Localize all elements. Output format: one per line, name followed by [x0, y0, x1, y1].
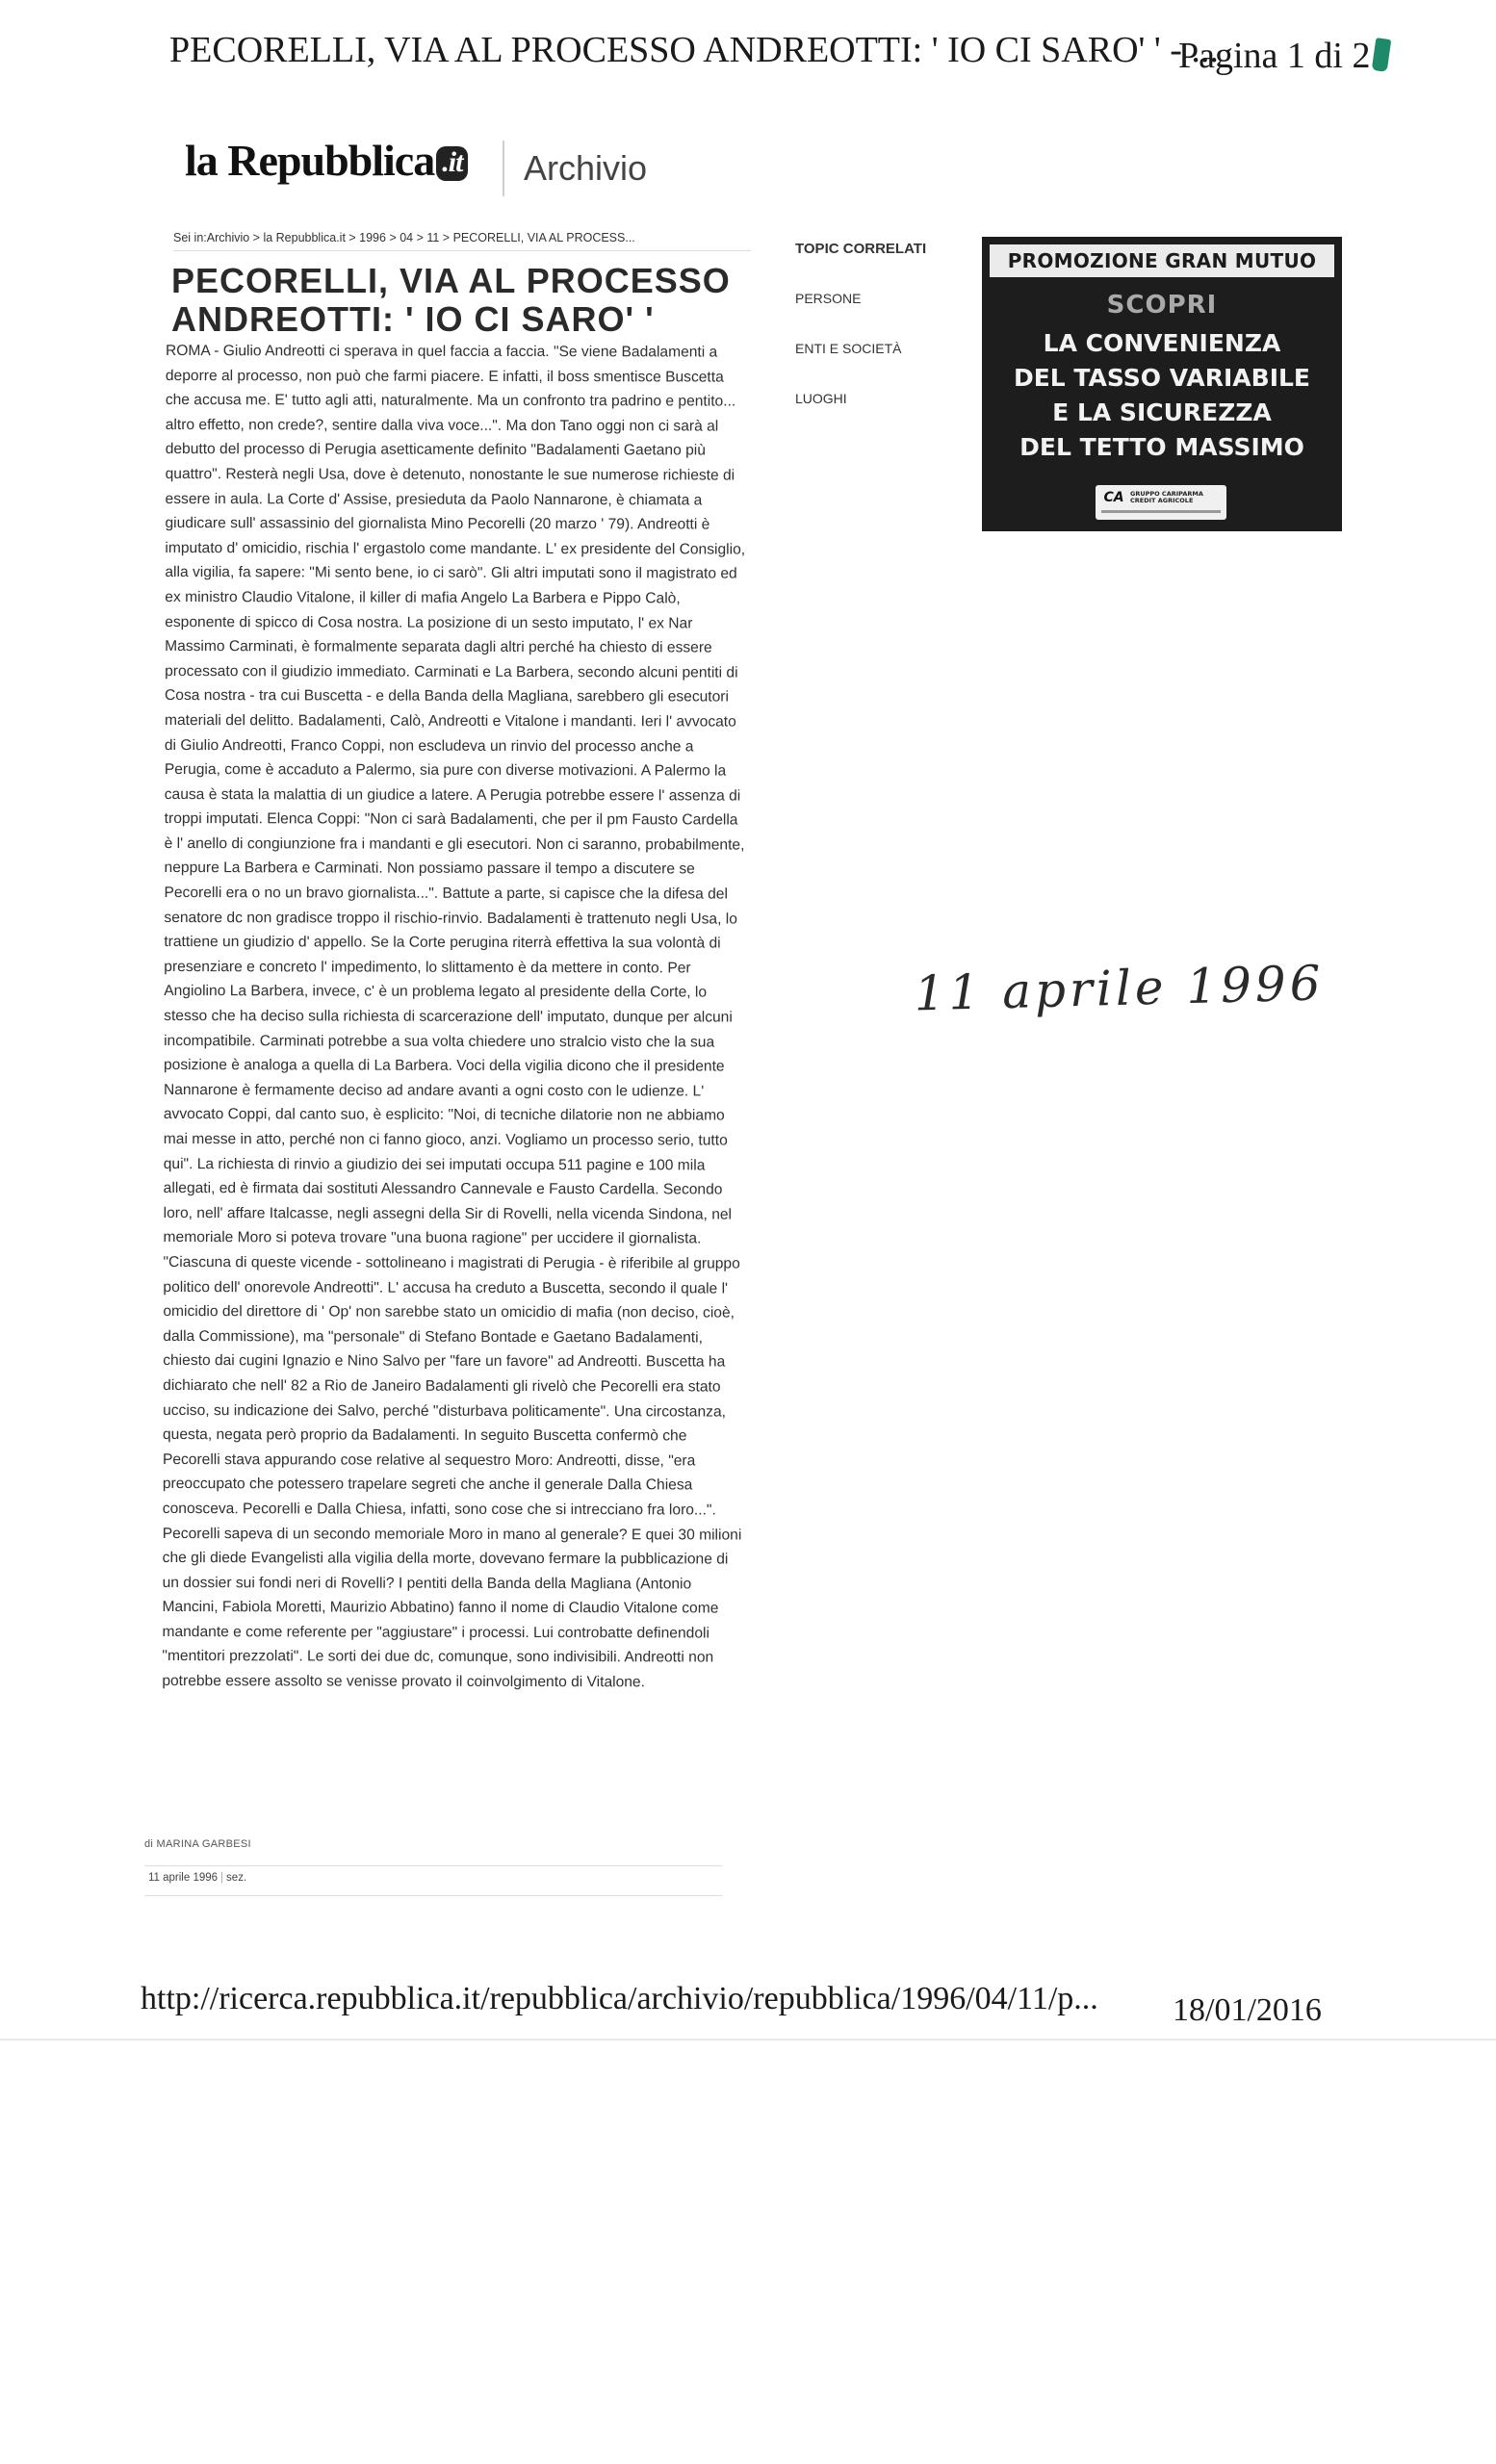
print-footer-date: 18/01/2016 — [1173, 1992, 1322, 2028]
handwritten-date-note: 11 aprile 1996 — [913, 955, 1326, 1022]
credit-agricole-icon: CA — [1103, 490, 1124, 505]
site-header — [185, 135, 685, 202]
article-headline: PECORELLI, VIA AL PROCESSO ANDREOTTI: ' IO CI SARO' ' — [171, 261, 731, 339]
article-dateline — [144, 1865, 722, 1896]
logo-divider — [503, 141, 504, 196]
ad-line-2: LA CONVENIENZA — [1043, 329, 1281, 357]
ad-line-4: E LA SICUREZZA — [1052, 398, 1272, 426]
article-byline: di MARINA GARBESI — [144, 1838, 251, 1850]
side-nav-topic-correlati[interactable]: TOPIC CORRELATI — [795, 241, 927, 257]
breadcrumb[interactable]: Sei in:Archivio > la Repubblica.it > 1996 > 04 > 11 > PECORELLI, VIA AL PROCESS... — [173, 231, 751, 251]
ad-line-1: SCOPRI — [1106, 291, 1218, 320]
pen-mark-icon — [1372, 38, 1392, 72]
mortgage-ad-banner[interactable] — [982, 237, 1342, 531]
article-section: sez. — [226, 1872, 247, 1884]
side-nav-luoghi[interactable]: LUOGHI — [795, 391, 847, 406]
repubblica-logo[interactable] — [185, 135, 468, 186]
side-nav-enti-e-societa[interactable]: ENTI E SOCIETÀ — [795, 341, 902, 356]
logo-text: la Repubblica — [185, 136, 435, 185]
dateline-text — [148, 1872, 246, 1884]
article-body: ROMA - Giulio Andreotti ci sperava in quel faccia a faccia. "Se viene Badalamenti a deporre al processo, non può che farmi piacere. E infatti, il boss smentisce Buscetta che accusa me. E' tutto agli atti, naturalmente. Ma un confronto tra padrino e pentito... altro effetto, non crede?, sentire dalla viva voce...". Ma don Tano oggi non ci sarà al debutto del processo di Perugia asetticamente definito "Badalamenti Gaetano più quattro". Resterà negli Usa, dove è detenuto, nonostante le sue numerose richieste di essere in aula. La Corte d' Assise, presieduta da Paolo Nannarone, è chiamata a giudicare sull' assassinio del giornalista Mino Pecorelli (20 marzo ' 79). Andreotti è imputato d' omicidio, rischia l' ergastolo come mandante. L' ex presidente del Consiglio, alla vigilia, fa sapere: "Mi sento bene, io ci sarò". Gli altri imputati sono il magistrato ed ex ministro Claudio Vitalone, il killer di mafia Angelo La Barbera e Pippo Calò, esponente di spicco di Cosa nostra. La posizione di un sesto imputato, l' ex Nar Massimo Carminati, è formalmente separata dagli altri perché ha chiesto di essere processato con il giudizio immediato. Carminati e La Barbera, secondo alcuni pentiti di Cosa nostra - tra cui Buscetta - e della Banda della Magliana, sarebbero gli esecutori materiali del delitto. Badalamenti, Calò, Andreotti e Vitalone i mandanti. Ieri l' avvocato di Giulio Andreotti, Franco Coppi, non escludeva un rinvio del processo anche a Perugia, come è accaduto a Palermo, sia pure con diverse motivazioni. A Palermo la causa è stata la malattia di un giudice a latere. A Perugia potrebbe essere l' assenza di troppi imputati. Elenca Coppi: "Non ci sarà Badalamenti, che per il pm Fausto Cardella è l' anello di congiunzione fra i mandanti e gli esecutori. Non ci saranno, probabilmente, neppure La Barbera e Carminati. Non possiamo passare il tempo a discutere se Pecorelli era o no un bravo giornalista...". Battute a parte, si capisce che la difesa del senatore dc non gradisce troppo il rischio-rinvio. Badalamenti è trattenuto negli Usa, lo trattiene un giudizio d' appello. Se la Corte perugina riterrà effettiva la sua volontà di presenziare e concreto l' impedimento, lo slittamento è da mettere in conto. Per Angiolino La Barbera, invece, c' è un problema legato al presidente della Corte, lo stesso che ha deciso sulla richiesta di scarcerazione dell' imputato, dunque per alcuni incompatibile. Carminati potrebbe a sua volta chiedere uno stralcio visto che la sua posizione è analoga a quella di La Barbera. Voci della vigilia dicono che il presidente Nannarone è fermamente deciso ad andare avanti a ogni costo con le udienze. L' avvocato Coppi, dal canto suo, è esplicito: "Noi, di tecniche dilatorie non ne abbiamo mai messe in atto, perché non ci fanno gioco, anzi. Vogliamo un processo serio, tutto qui". La richiesta di rinvio a giudizio dei sei imputati occupa 511 pagine e 100 mila allegati, ed è firmata dai sostituti Alessandro Cannevale e Fausto Cardella. Secondo loro, nell' affare Italcasse, negli assegni della Sir di Rovelli, nella vicenda Sindona, nel memoriale Moro si poteva trovare "una buona ragione" per uccidere il giornalista. "Ciascuna di queste vicende - sottolineano i magistrati di Perugia - è riferibile al gruppo politico dell' onorevole Andreotti". L' accusa ha creduto a Buscetta, secondo il quale l' omicidio del direttore di ' Op' non sarebbe stato un omicidio di mafia (non deciso, cioè, dalla Commissione), ma "personale" di Stefano Bontade e Gaetano Badalamenti, chiesto dai cugini Ignazio e Nino Salvo per "fare un favore" ad Andreotti. Buscetta ha dichiarato che nell' 82 a Rio de Janeiro Badalamenti gli rivelò che Pecorelli era stato ucciso, su indicazione dei Salvo, perché "disturbava politicamente". Una circostanza, questa, negata però proprio da Badalamenti. In seguito Buscetta confermò che Pecorelli stava appurando cose relative al sequestro Moro: Andreotti, disse, "era preoccupato che potessero trapelare segreti che anche il generale Dalla Chiesa conosceva. Pecorelli e Dalla Chiesa, infatti, sono cose che si intrecciano fra loro...". Pecorelli sapeva di un secondo memoriale Moro in mano al generale? E quei 30 milioni che gli diede Evangelisti alla vigilia della morte, dovevano fermare la pubblicazione di un dossier sui fondi neri di Rovelli? I pentiti della Banda della Magliana (Antonio Mancini, Fabiola Moretti, Maurizio Abbatino) fanno il nome di Claudio Vitalone come mandante e come referente per "aggiustare" i processi. Lui controbatte definendoli "mentitori prezzolati". Le sorti dei due dc, comunque, sono indivisibili. Andreotti non potrebbe essere assolto se venisse provato il coinvolgimento di Vitalone. — [162, 343, 746, 1691]
section-title: Archivio — [524, 148, 648, 188]
dateline-separator: | — [220, 1872, 224, 1884]
ad-line-5: DEL TETTO MASSIMO — [1019, 433, 1304, 461]
print-header-page — [1178, 35, 1389, 77]
print-header-title: PECORELLI, VIA AL PROCESSO ANDREOTTI: ' IO CI SARO' ' - ... — [169, 30, 1219, 70]
scan-page-edge — [0, 2039, 1496, 2040]
article-date: 11 aprile 1996 — [148, 1872, 219, 1884]
ad-header: PROMOZIONE GRAN MUTUO — [990, 244, 1334, 277]
ad-line-3: DEL TASSO VARIABILE — [1013, 364, 1311, 392]
bank-logo — [1096, 485, 1226, 520]
side-nav-persone[interactable]: PERSONE — [795, 291, 862, 306]
bank-logo-underline — [1101, 510, 1221, 513]
print-footer — [141, 1971, 1344, 2029]
print-header — [169, 21, 1421, 89]
print-footer-url: http://ricerca.repubblica.it/repubblica/archivio/repubblica/1996/04/11/p... — [141, 1981, 1098, 2016]
logo-suffix: .it — [436, 146, 468, 181]
page-number: Pagina 1 di 2 — [1178, 36, 1371, 76]
bank-name: GRUPPO CARIPARMA CREDIT AGRICOLE — [1130, 490, 1203, 504]
